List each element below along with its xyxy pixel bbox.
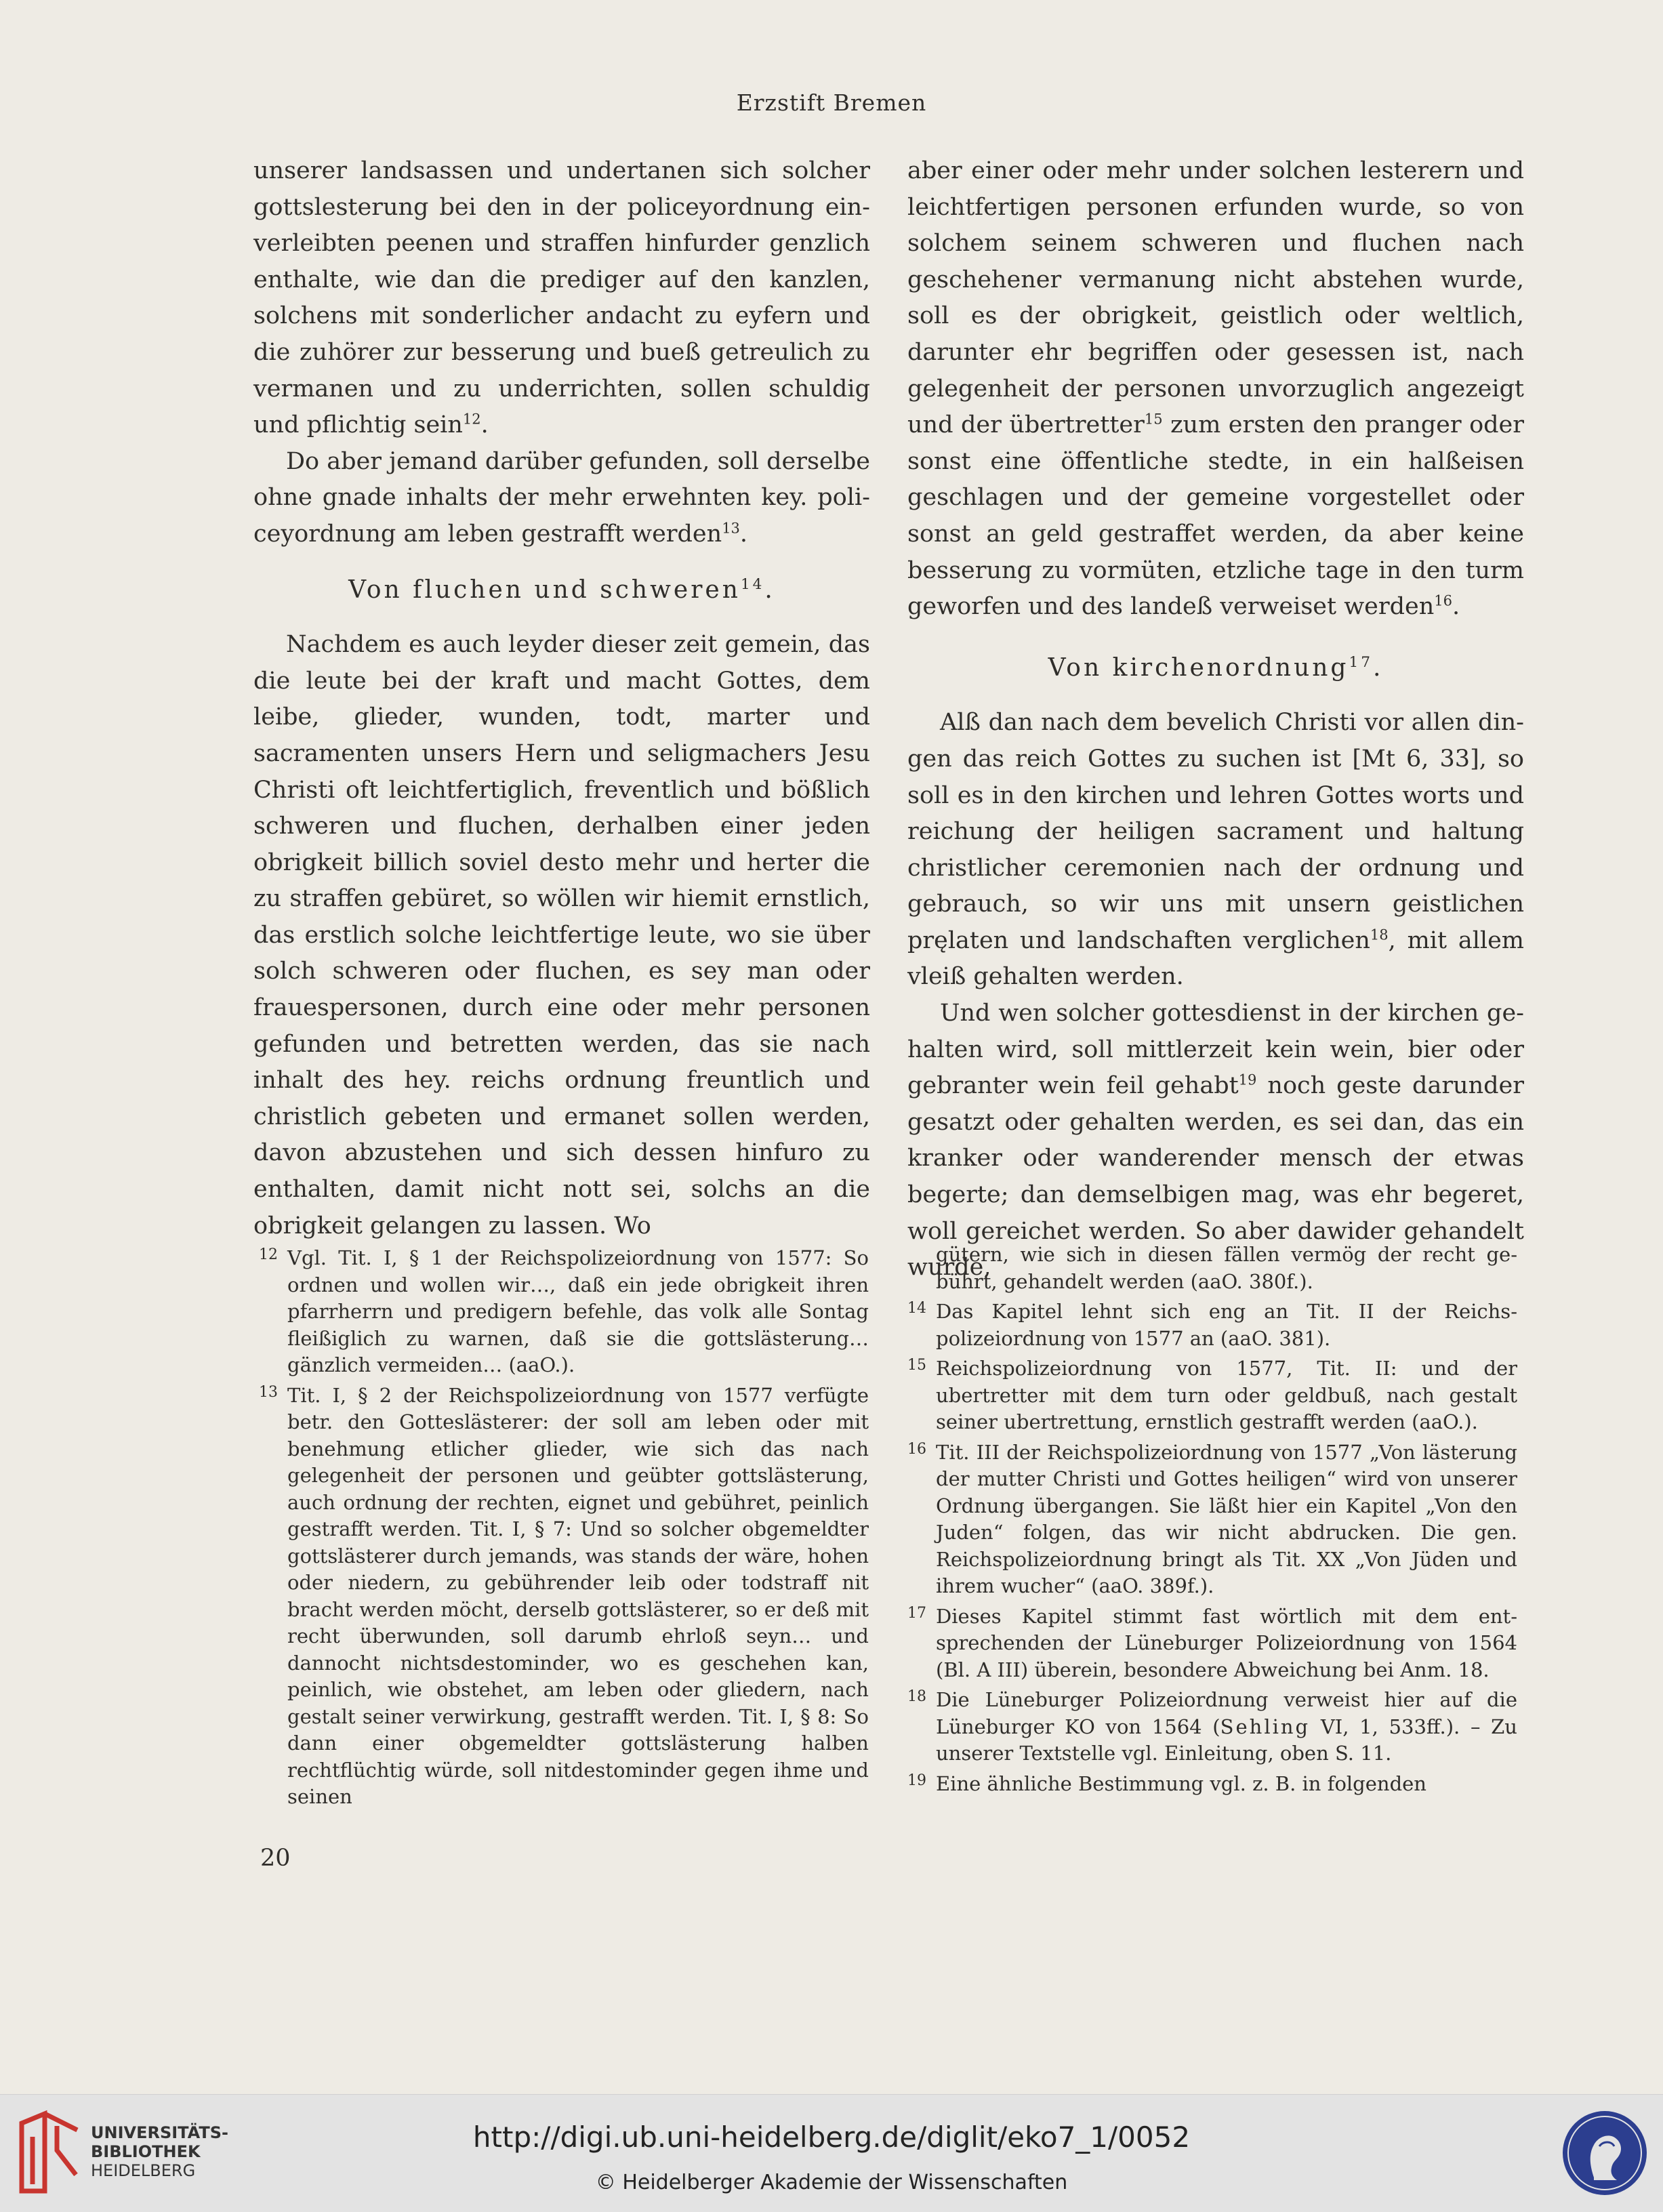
paragraph: Alß dan nach dem bevelich Christi vor allen dingen das reich Gottes zu suchen ist [Mt 6, 33], so soll es in den kirchen und lehren Gottes worts und reichung der heiligen sacrament und haltung christlicher ceremonien nach der ordnung und gebrauch, so wir uns mit unsern geistlichen pręlaten und landschaften verglichen$^{18}$, mit allem vleiß gehalten werden. bbox=[907, 709, 1524, 991]
paragraph: Nachdem es auch leyder dieser zeit gemein, das die leute bei der kraft und macht Gottes, dem leibe, glieder, wunden, todt, marter und sacramenten unsers Hern und seligmachers Jesu Christi oft leichtfertiglich, freventlich und bößlich schweren und fluchen, derhalben einer jeden obrigkeit billich soviel desto mehr und herter die zu straffen gebüret, so wöllen wir hiemit ernstlich, das erstlich solche leichtfertige leute, wo sie über solch schweren oder fluchen, es sey man oder frauespersonen, durch eine oder mehr personen gefunden und betretten werden, das sie nach inhalt des hey. reichs ordnung freuntlich und christlich gebeten und ermanet sollen werden, davon abzustehen und sich dessen hinfuro zu enthalten, damit nicht nott sei, solchs an die obrigkeit gelangen zu lassen. Wo bbox=[253, 631, 870, 1240]
permalink-url[interactable]: http://digi.ub.uni-heidelberg.de/diglit/eko7_1/0052 bbox=[472, 2121, 1191, 2154]
footnotes-left bbox=[259, 1242, 869, 1811]
library-name: UNIVERSITÄTS- BIBLIOTHEK HEIDELBERG bbox=[91, 2123, 229, 2180]
paragraph: aber einer oder mehr under solchen lesterern und leichtfertigen personen erfunden wurde, so von solchem seinem schweren und fluchen nach geschehener vermanung nicht abstehen wurde, soll es der obrigkeit, geistlich oder weltlich, darunter ehr begriffen oder gesessen ist, nach gelegenheit der personen unvorzuglich angezeigt und der übertretter$^{15}$ zum ersten den pranger oder sonst eine öffentliche stedte, in ein halßeisen geschlagen und der gemeine vorgestellet oder sonst an geld gestraffet werden, da aber keine besserung zu vormüten, etzliche tage in den turm geworfen und des landeß verweiset werden$^{16}$. bbox=[907, 157, 1525, 621]
footnotes-right bbox=[907, 1242, 1517, 1797]
footnote-ref[interactable]: 17 bbox=[1349, 653, 1373, 671]
footnote-ref[interactable]: 13 bbox=[722, 520, 740, 537]
footnote-ref[interactable]: 15 bbox=[1144, 411, 1163, 428]
page-number: 20 bbox=[260, 1845, 291, 1872]
footnote-ref[interactable]: 16 bbox=[1434, 592, 1452, 609]
paragraph: unserer landsassen und undertanen sich solcher gottslesterung bei den in der policeyordnung einverleibten peenen und straffen hinfurder genzlich enthalte, wie dan die prediger auf den kanzlen, solchens mit sonderlicher andacht zu eyfern und die zuhörer zur besserung und bueß getreulich zu vermanen und zu underrichten, sollen schuldig und pflichtig sein$^{12}$. bbox=[253, 157, 870, 439]
academy-seal-icon bbox=[1559, 2107, 1651, 2199]
footnote-ref[interactable]: 14 bbox=[740, 575, 765, 593]
viewer-footer bbox=[0, 2094, 1663, 2212]
running-head: Erzstift Bremen bbox=[736, 89, 927, 116]
footnote: 16 Tit. III der Reichspolizeiordnung von 1577 „Von lästerung der mutter Christi und Gottes heiligen“ wird von unserer Ordnung übergangen. Sie läßt hier ein Kapitel „Von den Juden“ folgen, das wir nicht abdrucken. Die gen. Reichspolizeiordnung bringt als Tit. XX „Von Jüden und ihrem wucher“ (aaO. 389f.). bbox=[907, 1440, 1517, 1597]
footnote-ref[interactable]: 12 bbox=[462, 411, 481, 428]
section-heading: Von fluchen und schweren$^{14}$. bbox=[348, 575, 775, 604]
footnote: 17 Dieses Kapitel stimmt fast wörtlich mit dem entsprechenden der Lüneburger Polizeiordnung von 1564 (Bl. A III) überein, besondere Abweichung bei Anm. 18. bbox=[907, 1604, 1517, 1681]
left-column bbox=[253, 153, 870, 1244]
footnote: 14 Das Kapitel lehnt sich eng an Tit. II der Reichspolizeiordnung von 1577 an (aaO. 381). bbox=[907, 1300, 1517, 1350]
paragraph: Do aber jemand darüber gefunden, soll derselbe ohne gnade inhalts der mehr erwehnten key. policeyordnung am leben gestrafft werden$^{13}$. bbox=[253, 447, 870, 548]
copyright-notice: © Heidelberger Akademie der Wissenschaften bbox=[595, 2171, 1068, 2194]
footnote-continuation: gütern, wie sich in diesen fällen vermög der recht gebührt, gehandelt werden (aaO. 380f.). bbox=[936, 1243, 1517, 1293]
footnote: 18 Die Lüneburger Polizeiordnung verweist hier auf die Lüneburger KO von 1564 (Sehling VI, 1, 533ff.). – Zu unserer Textstelle vgl. Einleitung, oben S. 11. bbox=[907, 1688, 1517, 1765]
footnote-ref[interactable]: 19 bbox=[1238, 1071, 1257, 1088]
footnote: 12 Vgl. Tit. I, § 1 der Reichspolizeiordnung von 1577: So ordnen und wollen wir…, daß ein jede obrigkeit ihren pfarrherrn und predigern befehle, das volk alle Sontag fleißiglich zu warnen, daß sie die gottslästerung… gänzlich vermeiden… (aaO.). bbox=[259, 1246, 869, 1376]
section-heading: Von kirchenordnung$^{17}$. bbox=[1048, 653, 1384, 682]
footnote: 13 Tit. I, § 2 der Reichspolizeiordnung von 1577 verfügte betr. den Gotteslästerer: der soll am leben oder mit benehmung etlicher glieder, wie sich das nach gelegenheit der personen und geübter gottslästerung, auch ordnung der rechten, eignet und gebühret, peinlich gestrafft werden. Tit. I, § 7: Und so solcher obgemeldter gottslästerer durch jemands, was stands der wäre, hohen oder niedern, zu gebührender leib oder todstraff nit bracht werden möcht, derselb gottslästerer, so er deß mit recht überwunden, soll darumb ehrloß seyn… und dannocht nichtsdestominder, wo es geschehen kan, peinlich, wie obstehet, am leben oder gliedern, nach gestalt seiner verwirkung, gestrafft werden. Tit. I, § 8: So dann einer obgemeldter gottslästerung halben rechtflüchtig würde, soll nitdestominder gegen ihme und seinen bbox=[259, 1383, 869, 1808]
footnote: 19 Eine ähnliche Bestimmung vgl. z. B. in folgenden bbox=[907, 1771, 1426, 1795]
right-column bbox=[907, 153, 1524, 1286]
paragraph: Und wen solcher gottesdienst in der kirchen gehalten wird, soll mittlerzeit kein wein, bier oder gebranter wein feil gehabt$^{19}$ noch geste darunder gesatzt oder gehalten werden, es sei dan, das ein kranker oder wanderender mensch der etwas begerte; dan demselbigen mag, was ehr begeret, woll gereichet werden. So aber dawider gehandelt wurde, bbox=[907, 1000, 1524, 1282]
footnote: 15 Reichspolizeiordnung von 1577, Tit. II: und der ubertretter mit dem turn oder geldbuß, nach gestalt seiner ubertrettung, ernstlich gestrafft werden (aaO.). bbox=[907, 1357, 1517, 1433]
footnote-ref[interactable]: 18 bbox=[1370, 926, 1389, 943]
